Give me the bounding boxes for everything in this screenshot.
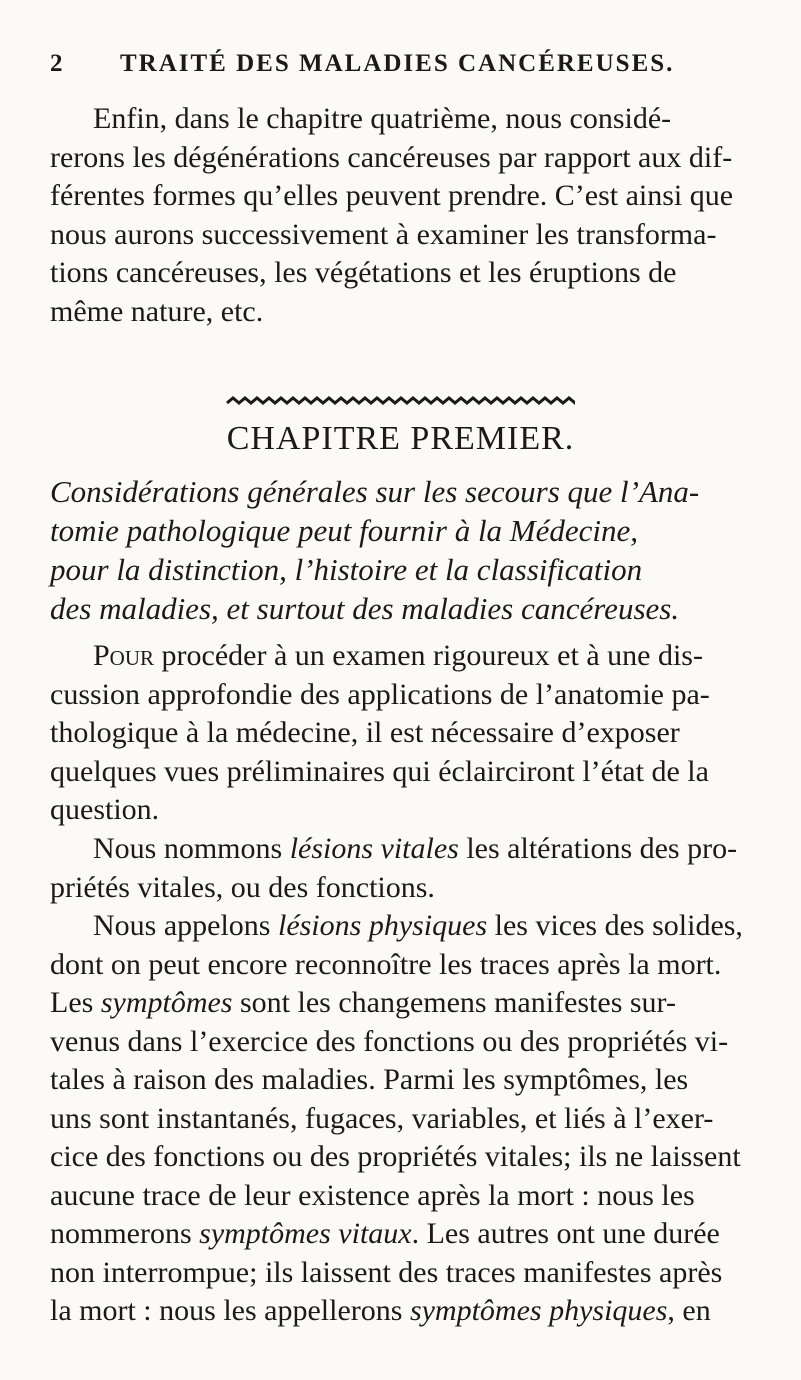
text-line (50, 984, 770, 1023)
text-run: les altérations des pro- (458, 832, 738, 865)
text-run: sont les changemens manifestes sur- (232, 986, 676, 1019)
page-number: 2 (50, 50, 65, 77)
text-line: quelques vues préliminaires qui éclairciront l’état de la (50, 754, 709, 788)
subtitle-line: Considérations générales sur les secours que l’Ana- (50, 474, 700, 509)
italic-term: lésions physiques (277, 909, 488, 942)
text-run: Les (50, 986, 101, 1019)
text-run: les vices des solides, (487, 909, 743, 942)
italic-term: symptômes vitaux (199, 1217, 412, 1250)
subtitle-line: des maladies, et surtout des maladies cancéreuses. (50, 591, 680, 626)
text-line: priétés vitales, ou des fonctions. (50, 870, 435, 904)
chapter-title: CHAPITRE PREMIER. (226, 420, 575, 457)
italic-term: lésions vitales (289, 832, 459, 865)
initial-word: Pour (93, 639, 155, 672)
intro-paragraph (50, 100, 770, 331)
text-line: venus dans l’exercice des fonctions ou des propriétés vi- (50, 1024, 729, 1058)
text-line (50, 1215, 770, 1254)
text-line (50, 1292, 770, 1331)
text-run: Nous nommons (93, 832, 290, 865)
body-paragraph-1 (50, 637, 770, 830)
body-paragraph-2 (50, 830, 770, 907)
text-line: nous aurons successivement à examiner les transforma- (50, 217, 717, 251)
text-line: aucune trace de leur existence après la mort : nous les (50, 1178, 695, 1212)
page-header (50, 50, 770, 90)
italic-term: symptômes (100, 986, 233, 1019)
body-paragraph-3 (50, 907, 770, 1331)
text-line: non interrompue; ils laissent des traces manifestes après (50, 1255, 723, 1289)
ornamental-divider (225, 395, 575, 407)
subtitle-line: pour la distinction, l’histoire et la classification (50, 552, 643, 587)
text-run: Nous appelons (93, 909, 278, 942)
text-line: tales à raison des maladies. Parmi les symptômes, les (50, 1063, 689, 1096)
text-line: thologique à la médecine, il est nécessaire d’exposer (50, 716, 680, 749)
text-line: dont on peut encore reconnoître les traces après la mort. (50, 947, 722, 981)
text-line: cussion approfondie des applications de l’anatomie pa- (50, 677, 710, 711)
text-line: rerons les dégénérations cancéreuses par rapport aux dif- (50, 140, 733, 174)
text-run: la mort : nous les appellerons (50, 1294, 410, 1327)
line-rest: procéder à un examen rigoureux et à une dis- (154, 639, 703, 672)
italic-term: symptômes physiques (409, 1294, 668, 1327)
text-line (50, 907, 770, 946)
text-line (50, 637, 770, 676)
text-line: question. (50, 793, 160, 826)
text-line: tions cancéreuses, les végétations et les éruptions de (50, 256, 677, 289)
text-run: nommerons (50, 1217, 200, 1250)
text-line: même nature, etc. (50, 294, 264, 328)
chapter-subtitle (50, 472, 770, 628)
text-line: férentes formes qu’elles peuvent prendre. C’est ainsi que (50, 179, 734, 212)
subtitle-line: tomie pathologique peut fournir à la Médecine, (50, 513, 639, 548)
text-run: . Les autres ont une durée (411, 1217, 720, 1250)
running-title: TRAITÉ DES MALADIES CANCÉREUSES. (120, 50, 675, 77)
text-line: uns sont instantanés, fugaces, variables, et liés à l’exer- (50, 1101, 714, 1135)
text-line: Enfin, dans le chapitre quatrième, nous considé- (93, 102, 672, 135)
text-run: , en (667, 1294, 711, 1327)
text-line: cice des fonctions ou des propriétés vitales; ils ne laissent (50, 1140, 741, 1173)
text-line (50, 830, 770, 869)
